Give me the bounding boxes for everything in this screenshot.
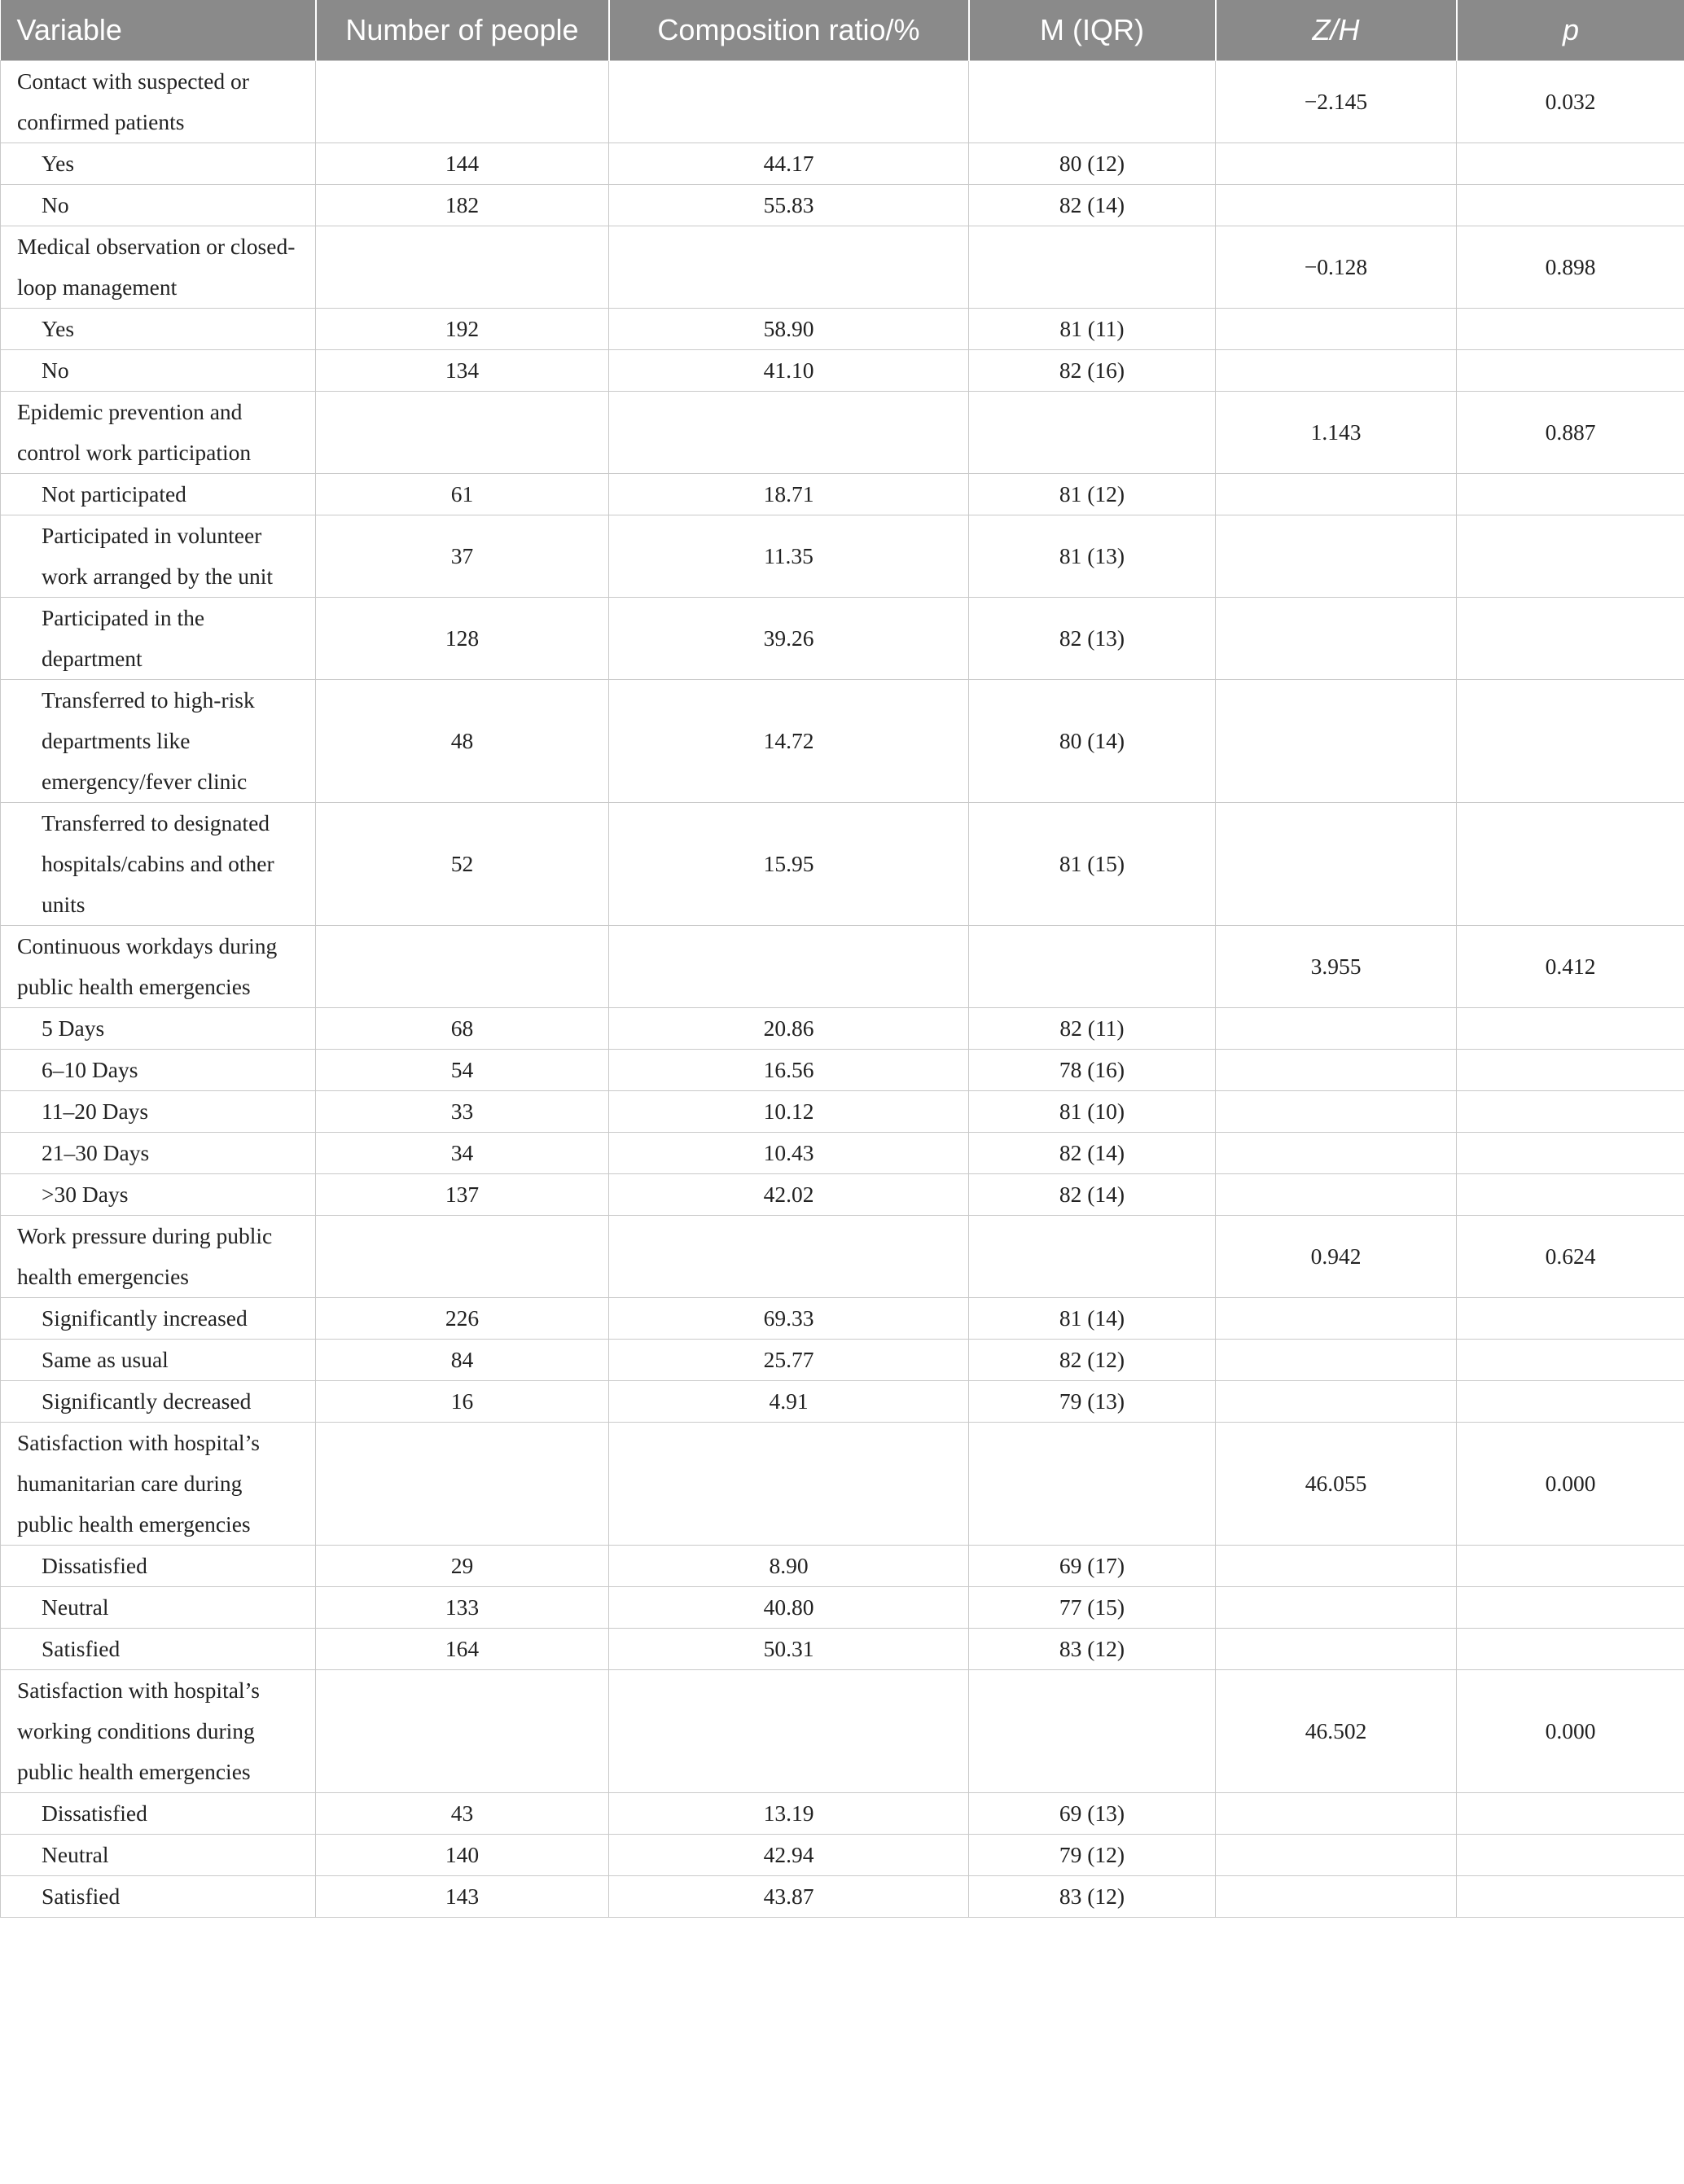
table-row <box>1 309 1684 350</box>
cell-composition-ratio: 13.19 <box>609 1793 969 1835</box>
cell-number-of-people: 52 <box>316 803 609 926</box>
cell-number-of-people: 226 <box>316 1298 609 1340</box>
cell-z-h <box>1216 1298 1457 1340</box>
cell-m-iqr: 78 (16) <box>969 1050 1216 1091</box>
cell-variable: No <box>1 185 316 226</box>
cell-number-of-people <box>316 226 609 309</box>
table-row <box>1 1008 1684 1050</box>
cell-composition-ratio: 42.94 <box>609 1835 969 1876</box>
cell-p <box>1457 1091 1684 1133</box>
cell-variable: Satisfied <box>1 1876 316 1918</box>
cell-composition-ratio <box>609 392 969 474</box>
cell-p <box>1457 803 1684 926</box>
cell-variable: No <box>1 350 316 392</box>
cell-number-of-people: 140 <box>316 1835 609 1876</box>
cell-z-h <box>1216 350 1457 392</box>
table-group-row <box>1 1423 1684 1546</box>
cell-composition-ratio: 41.10 <box>609 350 969 392</box>
cell-z-h <box>1216 1629 1457 1670</box>
cell-z-h <box>1216 680 1457 803</box>
cell-variable: Satisfaction with hospital’s humanitarian care during public health emergencies <box>1 1423 316 1546</box>
cell-variable: Epidemic prevention and control work participation <box>1 392 316 474</box>
cell-number-of-people: 192 <box>316 309 609 350</box>
cell-variable: Not participated <box>1 474 316 515</box>
cell-m-iqr: 82 (16) <box>969 350 1216 392</box>
table-header <box>1 0 1684 61</box>
cell-m-iqr: 83 (12) <box>969 1876 1216 1918</box>
table-row <box>1 1174 1684 1216</box>
cell-z-h <box>1216 803 1457 926</box>
cell-z-h: 46.055 <box>1216 1423 1457 1546</box>
table-row <box>1 598 1684 680</box>
cell-m-iqr: 82 (11) <box>969 1008 1216 1050</box>
cell-z-h: 3.955 <box>1216 926 1457 1008</box>
cell-m-iqr: 69 (13) <box>969 1793 1216 1835</box>
cell-z-h <box>1216 1174 1457 1216</box>
table-row <box>1 1546 1684 1587</box>
cell-m-iqr: 81 (11) <box>969 309 1216 350</box>
cell-m-iqr <box>969 61 1216 143</box>
cell-z-h: 46.502 <box>1216 1670 1457 1793</box>
cell-number-of-people: 29 <box>316 1546 609 1587</box>
cell-m-iqr <box>969 392 1216 474</box>
cell-p <box>1457 185 1684 226</box>
cell-z-h <box>1216 1546 1457 1587</box>
cell-z-h <box>1216 1008 1457 1050</box>
header-variable: Variable <box>1 0 316 61</box>
cell-p: 0.898 <box>1457 226 1684 309</box>
cell-composition-ratio: 44.17 <box>609 143 969 185</box>
cell-composition-ratio: 42.02 <box>609 1174 969 1216</box>
cell-m-iqr: 80 (14) <box>969 680 1216 803</box>
header-composition-ratio: Composition ratio/% <box>609 0 969 61</box>
cell-m-iqr: 77 (15) <box>969 1587 1216 1629</box>
table-row <box>1 1298 1684 1340</box>
cell-number-of-people: 68 <box>316 1008 609 1050</box>
cell-z-h <box>1216 1876 1457 1918</box>
cell-z-h <box>1216 1793 1457 1835</box>
cell-z-h: 0.942 <box>1216 1216 1457 1298</box>
cell-variable: Dissatisfied <box>1 1793 316 1835</box>
cell-m-iqr <box>969 1423 1216 1546</box>
cell-variable: >30 Days <box>1 1174 316 1216</box>
cell-p: 0.412 <box>1457 926 1684 1008</box>
cell-number-of-people <box>316 392 609 474</box>
cell-number-of-people <box>316 1670 609 1793</box>
cell-number-of-people: 16 <box>316 1381 609 1423</box>
table-row <box>1 680 1684 803</box>
cell-number-of-people: 37 <box>316 515 609 598</box>
cell-z-h: 1.143 <box>1216 392 1457 474</box>
table-group-row <box>1 926 1684 1008</box>
header-m-iqr: M (IQR) <box>969 0 1216 61</box>
cell-composition-ratio: 39.26 <box>609 598 969 680</box>
cell-m-iqr: 69 (17) <box>969 1546 1216 1587</box>
cell-m-iqr <box>969 226 1216 309</box>
cell-composition-ratio: 4.91 <box>609 1381 969 1423</box>
cell-m-iqr <box>969 1216 1216 1298</box>
cell-composition-ratio: 58.90 <box>609 309 969 350</box>
cell-number-of-people: 143 <box>316 1876 609 1918</box>
cell-composition-ratio: 43.87 <box>609 1876 969 1918</box>
cell-m-iqr: 79 (13) <box>969 1381 1216 1423</box>
table-row <box>1 1340 1684 1381</box>
table-row <box>1 1629 1684 1670</box>
cell-z-h <box>1216 309 1457 350</box>
table-body <box>1 61 1684 1918</box>
header-p: p <box>1457 0 1684 61</box>
cell-p <box>1457 1298 1684 1340</box>
cell-z-h <box>1216 1587 1457 1629</box>
cell-number-of-people: 133 <box>316 1587 609 1629</box>
cell-z-h <box>1216 515 1457 598</box>
table-row <box>1 350 1684 392</box>
cell-z-h: −0.128 <box>1216 226 1457 309</box>
table-group-row <box>1 1670 1684 1793</box>
cell-composition-ratio <box>609 61 969 143</box>
cell-number-of-people: 54 <box>316 1050 609 1091</box>
cell-p <box>1457 1793 1684 1835</box>
table-row <box>1 1835 1684 1876</box>
cell-composition-ratio <box>609 1216 969 1298</box>
cell-m-iqr: 82 (14) <box>969 1133 1216 1174</box>
cell-variable: Neutral <box>1 1587 316 1629</box>
cell-number-of-people: 61 <box>316 474 609 515</box>
cell-number-of-people: 164 <box>316 1629 609 1670</box>
cell-variable: Continuous workdays during public health emergencies <box>1 926 316 1008</box>
cell-composition-ratio: 50.31 <box>609 1629 969 1670</box>
table-row <box>1 1091 1684 1133</box>
cell-m-iqr: 81 (12) <box>969 474 1216 515</box>
cell-p: 0.032 <box>1457 61 1684 143</box>
cell-variable: 21–30 Days <box>1 1133 316 1174</box>
cell-composition-ratio <box>609 226 969 309</box>
cell-p <box>1457 1381 1684 1423</box>
cell-z-h <box>1216 1091 1457 1133</box>
cell-m-iqr: 82 (12) <box>969 1340 1216 1381</box>
cell-composition-ratio <box>609 1670 969 1793</box>
cell-m-iqr: 80 (12) <box>969 143 1216 185</box>
cell-composition-ratio: 20.86 <box>609 1008 969 1050</box>
cell-variable: Transferred to high-risk departments like emergency/fever clinic <box>1 680 316 803</box>
cell-variable: Yes <box>1 143 316 185</box>
table-row <box>1 1793 1684 1835</box>
cell-variable: Dissatisfied <box>1 1546 316 1587</box>
table-row <box>1 185 1684 226</box>
cell-p: 0.887 <box>1457 392 1684 474</box>
cell-variable: 5 Days <box>1 1008 316 1050</box>
cell-variable: Neutral <box>1 1835 316 1876</box>
cell-composition-ratio: 40.80 <box>609 1587 969 1629</box>
cell-p <box>1457 1546 1684 1587</box>
cell-m-iqr: 82 (14) <box>969 1174 1216 1216</box>
cell-variable: Same as usual <box>1 1340 316 1381</box>
cell-composition-ratio <box>609 926 969 1008</box>
cell-variable: Work pressure during public health emergencies <box>1 1216 316 1298</box>
cell-composition-ratio: 10.12 <box>609 1091 969 1133</box>
table-row <box>1 1876 1684 1918</box>
cell-number-of-people: 84 <box>316 1340 609 1381</box>
cell-number-of-people: 182 <box>316 185 609 226</box>
cell-z-h <box>1216 143 1457 185</box>
cell-number-of-people: 48 <box>316 680 609 803</box>
cell-number-of-people <box>316 61 609 143</box>
cell-m-iqr <box>969 926 1216 1008</box>
table-row <box>1 1381 1684 1423</box>
cell-number-of-people <box>316 926 609 1008</box>
cell-z-h <box>1216 1381 1457 1423</box>
cell-z-h <box>1216 185 1457 226</box>
cell-m-iqr: 81 (14) <box>969 1298 1216 1340</box>
table-row <box>1 1050 1684 1091</box>
cell-variable: Medical observation or closed-loop management <box>1 226 316 309</box>
cell-p <box>1457 1133 1684 1174</box>
cell-composition-ratio <box>609 1423 969 1546</box>
cell-composition-ratio: 16.56 <box>609 1050 969 1091</box>
cell-composition-ratio: 18.71 <box>609 474 969 515</box>
cell-m-iqr: 81 (13) <box>969 515 1216 598</box>
cell-composition-ratio: 69.33 <box>609 1298 969 1340</box>
cell-z-h <box>1216 598 1457 680</box>
cell-variable: Satisfied <box>1 1629 316 1670</box>
cell-number-of-people: 34 <box>316 1133 609 1174</box>
cell-p <box>1457 143 1684 185</box>
cell-m-iqr: 82 (14) <box>969 185 1216 226</box>
cell-m-iqr: 83 (12) <box>969 1629 1216 1670</box>
cell-variable: 6–10 Days <box>1 1050 316 1091</box>
cell-variable: Participated in the department <box>1 598 316 680</box>
cell-variable: Contact with suspected or confirmed patients <box>1 61 316 143</box>
cell-p <box>1457 474 1684 515</box>
cell-composition-ratio: 14.72 <box>609 680 969 803</box>
cell-number-of-people: 144 <box>316 143 609 185</box>
cell-m-iqr: 79 (12) <box>969 1835 1216 1876</box>
header-number-of-people: Number of people <box>316 0 609 61</box>
table-group-row <box>1 392 1684 474</box>
cell-number-of-people: 128 <box>316 598 609 680</box>
cell-composition-ratio: 10.43 <box>609 1133 969 1174</box>
cell-number-of-people: 137 <box>316 1174 609 1216</box>
cell-p <box>1457 309 1684 350</box>
cell-variable: Significantly increased <box>1 1298 316 1340</box>
cell-p <box>1457 680 1684 803</box>
cell-p <box>1457 1587 1684 1629</box>
table-row <box>1 143 1684 185</box>
table-row <box>1 515 1684 598</box>
cell-number-of-people <box>316 1423 609 1546</box>
cell-composition-ratio: 25.77 <box>609 1340 969 1381</box>
cell-composition-ratio: 11.35 <box>609 515 969 598</box>
cell-variable: Significantly decreased <box>1 1381 316 1423</box>
cell-number-of-people: 134 <box>316 350 609 392</box>
table-group-row <box>1 61 1684 143</box>
cell-m-iqr: 82 (13) <box>969 598 1216 680</box>
table-row <box>1 803 1684 926</box>
table-group-row <box>1 226 1684 309</box>
header-row <box>1 0 1684 61</box>
cell-z-h <box>1216 1133 1457 1174</box>
cell-p: 0.000 <box>1457 1670 1684 1793</box>
table-group-row <box>1 1216 1684 1298</box>
cell-variable: Yes <box>1 309 316 350</box>
cell-m-iqr <box>969 1670 1216 1793</box>
cell-p: 0.000 <box>1457 1423 1684 1546</box>
cell-variable: 11–20 Days <box>1 1091 316 1133</box>
cell-z-h <box>1216 1050 1457 1091</box>
cell-p <box>1457 1876 1684 1918</box>
table-row <box>1 1133 1684 1174</box>
cell-p: 0.624 <box>1457 1216 1684 1298</box>
cell-p <box>1457 598 1684 680</box>
cell-m-iqr: 81 (15) <box>969 803 1216 926</box>
cell-p <box>1457 350 1684 392</box>
cell-p <box>1457 1629 1684 1670</box>
cell-number-of-people <box>316 1216 609 1298</box>
cell-z-h <box>1216 1835 1457 1876</box>
cell-m-iqr: 81 (10) <box>969 1091 1216 1133</box>
cell-p <box>1457 1835 1684 1876</box>
cell-z-h <box>1216 474 1457 515</box>
cell-variable: Participated in volunteer work arranged by the unit <box>1 515 316 598</box>
cell-variable: Transferred to designated hospitals/cabins and other units <box>1 803 316 926</box>
cell-z-h: −2.145 <box>1216 61 1457 143</box>
header-z-h: Z/H <box>1216 0 1457 61</box>
cell-p <box>1457 1340 1684 1381</box>
cell-composition-ratio: 55.83 <box>609 185 969 226</box>
cell-p <box>1457 515 1684 598</box>
cell-number-of-people: 33 <box>316 1091 609 1133</box>
table-row <box>1 474 1684 515</box>
cell-p <box>1457 1174 1684 1216</box>
cell-composition-ratio: 15.95 <box>609 803 969 926</box>
cell-z-h <box>1216 1340 1457 1381</box>
cell-number-of-people: 43 <box>316 1793 609 1835</box>
cell-variable: Satisfaction with hospital’s working conditions during public health emergencies <box>1 1670 316 1793</box>
table-row <box>1 1587 1684 1629</box>
cell-p <box>1457 1050 1684 1091</box>
cell-p <box>1457 1008 1684 1050</box>
cell-composition-ratio: 8.90 <box>609 1546 969 1587</box>
